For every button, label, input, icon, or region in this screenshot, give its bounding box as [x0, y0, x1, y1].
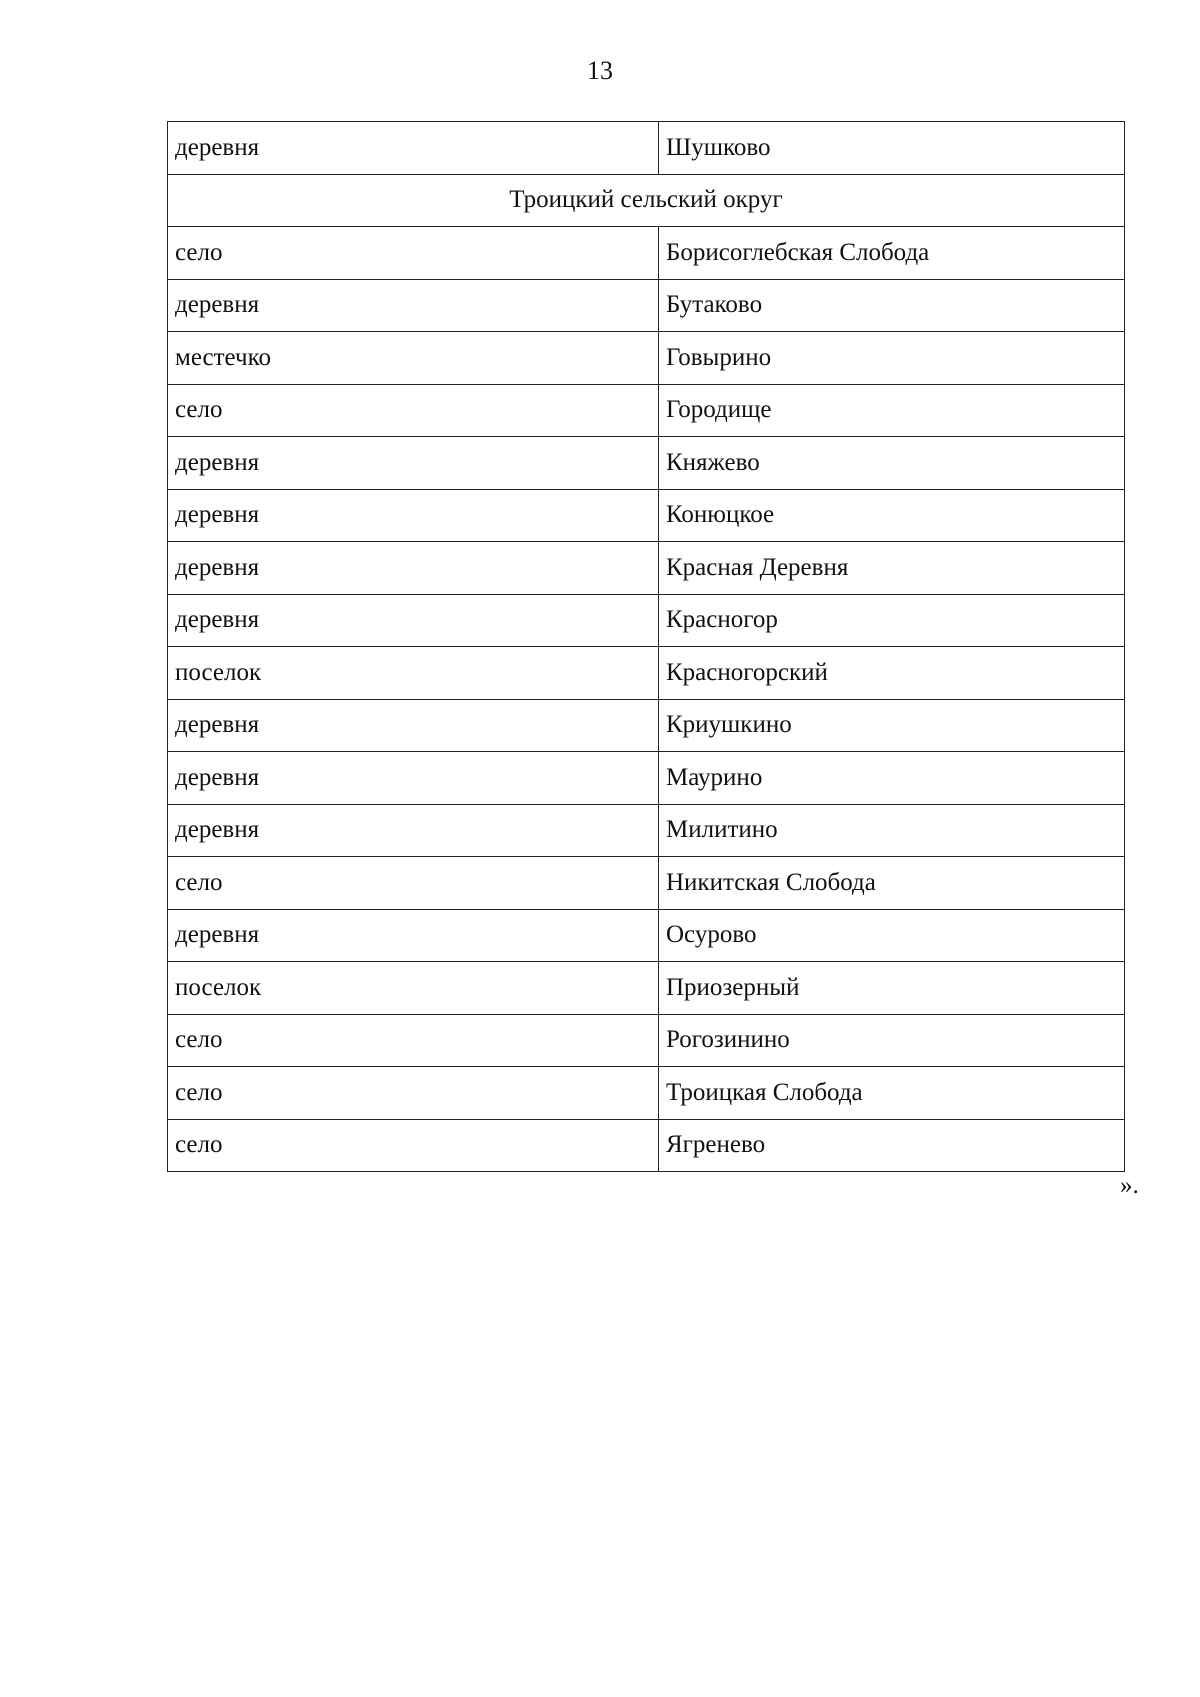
- settlement-name-cell: Борисоглебская Слобода: [659, 227, 1125, 280]
- table-row: [168, 542, 1125, 595]
- settlement-name-cell: Ягренево: [659, 1119, 1125, 1172]
- settlement-type-cell: село: [168, 384, 659, 437]
- table-row: [168, 489, 1125, 542]
- table-row: [168, 1067, 1125, 1120]
- table-row: [168, 909, 1125, 962]
- settlement-name-cell: Маурино: [659, 752, 1125, 805]
- settlement-name-cell: Конюцкое: [659, 489, 1125, 542]
- page-number: 13: [587, 56, 613, 85]
- settlement-name-cell: Никитская Слобода: [659, 857, 1125, 910]
- settlement-type-cell: село: [168, 857, 659, 910]
- settlement-type-cell: деревня: [168, 122, 659, 175]
- settlement-type-cell: деревня: [168, 804, 659, 857]
- settlement-type-cell: деревня: [168, 909, 659, 962]
- settlement-name-cell: Красногор: [659, 594, 1125, 647]
- settlement-name-cell: Красногорский: [659, 647, 1125, 700]
- table-row: [168, 647, 1125, 700]
- settlement-type-cell: деревня: [168, 594, 659, 647]
- settlement-type-cell: село: [168, 1067, 659, 1120]
- table-row: [168, 122, 1125, 175]
- settlement-type-cell: деревня: [168, 542, 659, 595]
- settlement-name-cell: Милитино: [659, 804, 1125, 857]
- table-row: [168, 332, 1125, 385]
- table-row: [168, 804, 1125, 857]
- settlement-type-cell: поселок: [168, 647, 659, 700]
- table-row: [168, 1119, 1125, 1172]
- settlement-type-cell: деревня: [168, 437, 659, 490]
- table-row: [168, 1014, 1125, 1067]
- table-row: [168, 279, 1125, 332]
- settlement-type-cell: деревня: [168, 279, 659, 332]
- table-row: [168, 594, 1125, 647]
- settlement-name-cell: Троицкая Слобода: [659, 1067, 1125, 1120]
- settlement-type-cell: село: [168, 227, 659, 280]
- settlement-name-cell: Осурово: [659, 909, 1125, 962]
- settlement-type-cell: поселок: [168, 962, 659, 1015]
- table-row: [168, 962, 1125, 1015]
- table-row: [168, 699, 1125, 752]
- settlement-type-cell: деревня: [168, 489, 659, 542]
- settlements-table: [167, 121, 1125, 1172]
- section-header-row: [168, 174, 1125, 227]
- settlement-name-cell: Криушкино: [659, 699, 1125, 752]
- settlement-type-cell: село: [168, 1014, 659, 1067]
- settlement-name-cell: Рогозинино: [659, 1014, 1125, 1067]
- table-row: [168, 857, 1125, 910]
- settlement-type-cell: село: [168, 1119, 659, 1172]
- settlement-name-cell: Говырино: [659, 332, 1125, 385]
- settlement-name-cell: Бутаково: [659, 279, 1125, 332]
- settlement-name-cell: Шушково: [659, 122, 1125, 175]
- settlement-type-cell: деревня: [168, 699, 659, 752]
- settlement-type-cell: деревня: [168, 752, 659, 805]
- settlement-name-cell: Красная Деревня: [659, 542, 1125, 595]
- table-row: [168, 384, 1125, 437]
- settlement-type-cell: местечко: [168, 332, 659, 385]
- table-row: [168, 752, 1125, 805]
- section-title: Троицкий сельский округ: [168, 174, 1125, 227]
- table-row: [168, 227, 1125, 280]
- settlement-name-cell: Городище: [659, 384, 1125, 437]
- settlement-name-cell: Княжево: [659, 437, 1125, 490]
- closing-quote: ».: [1120, 1172, 1139, 1199]
- table-body: [168, 122, 1125, 1172]
- table-row: [168, 437, 1125, 490]
- settlement-name-cell: Приозерный: [659, 962, 1125, 1015]
